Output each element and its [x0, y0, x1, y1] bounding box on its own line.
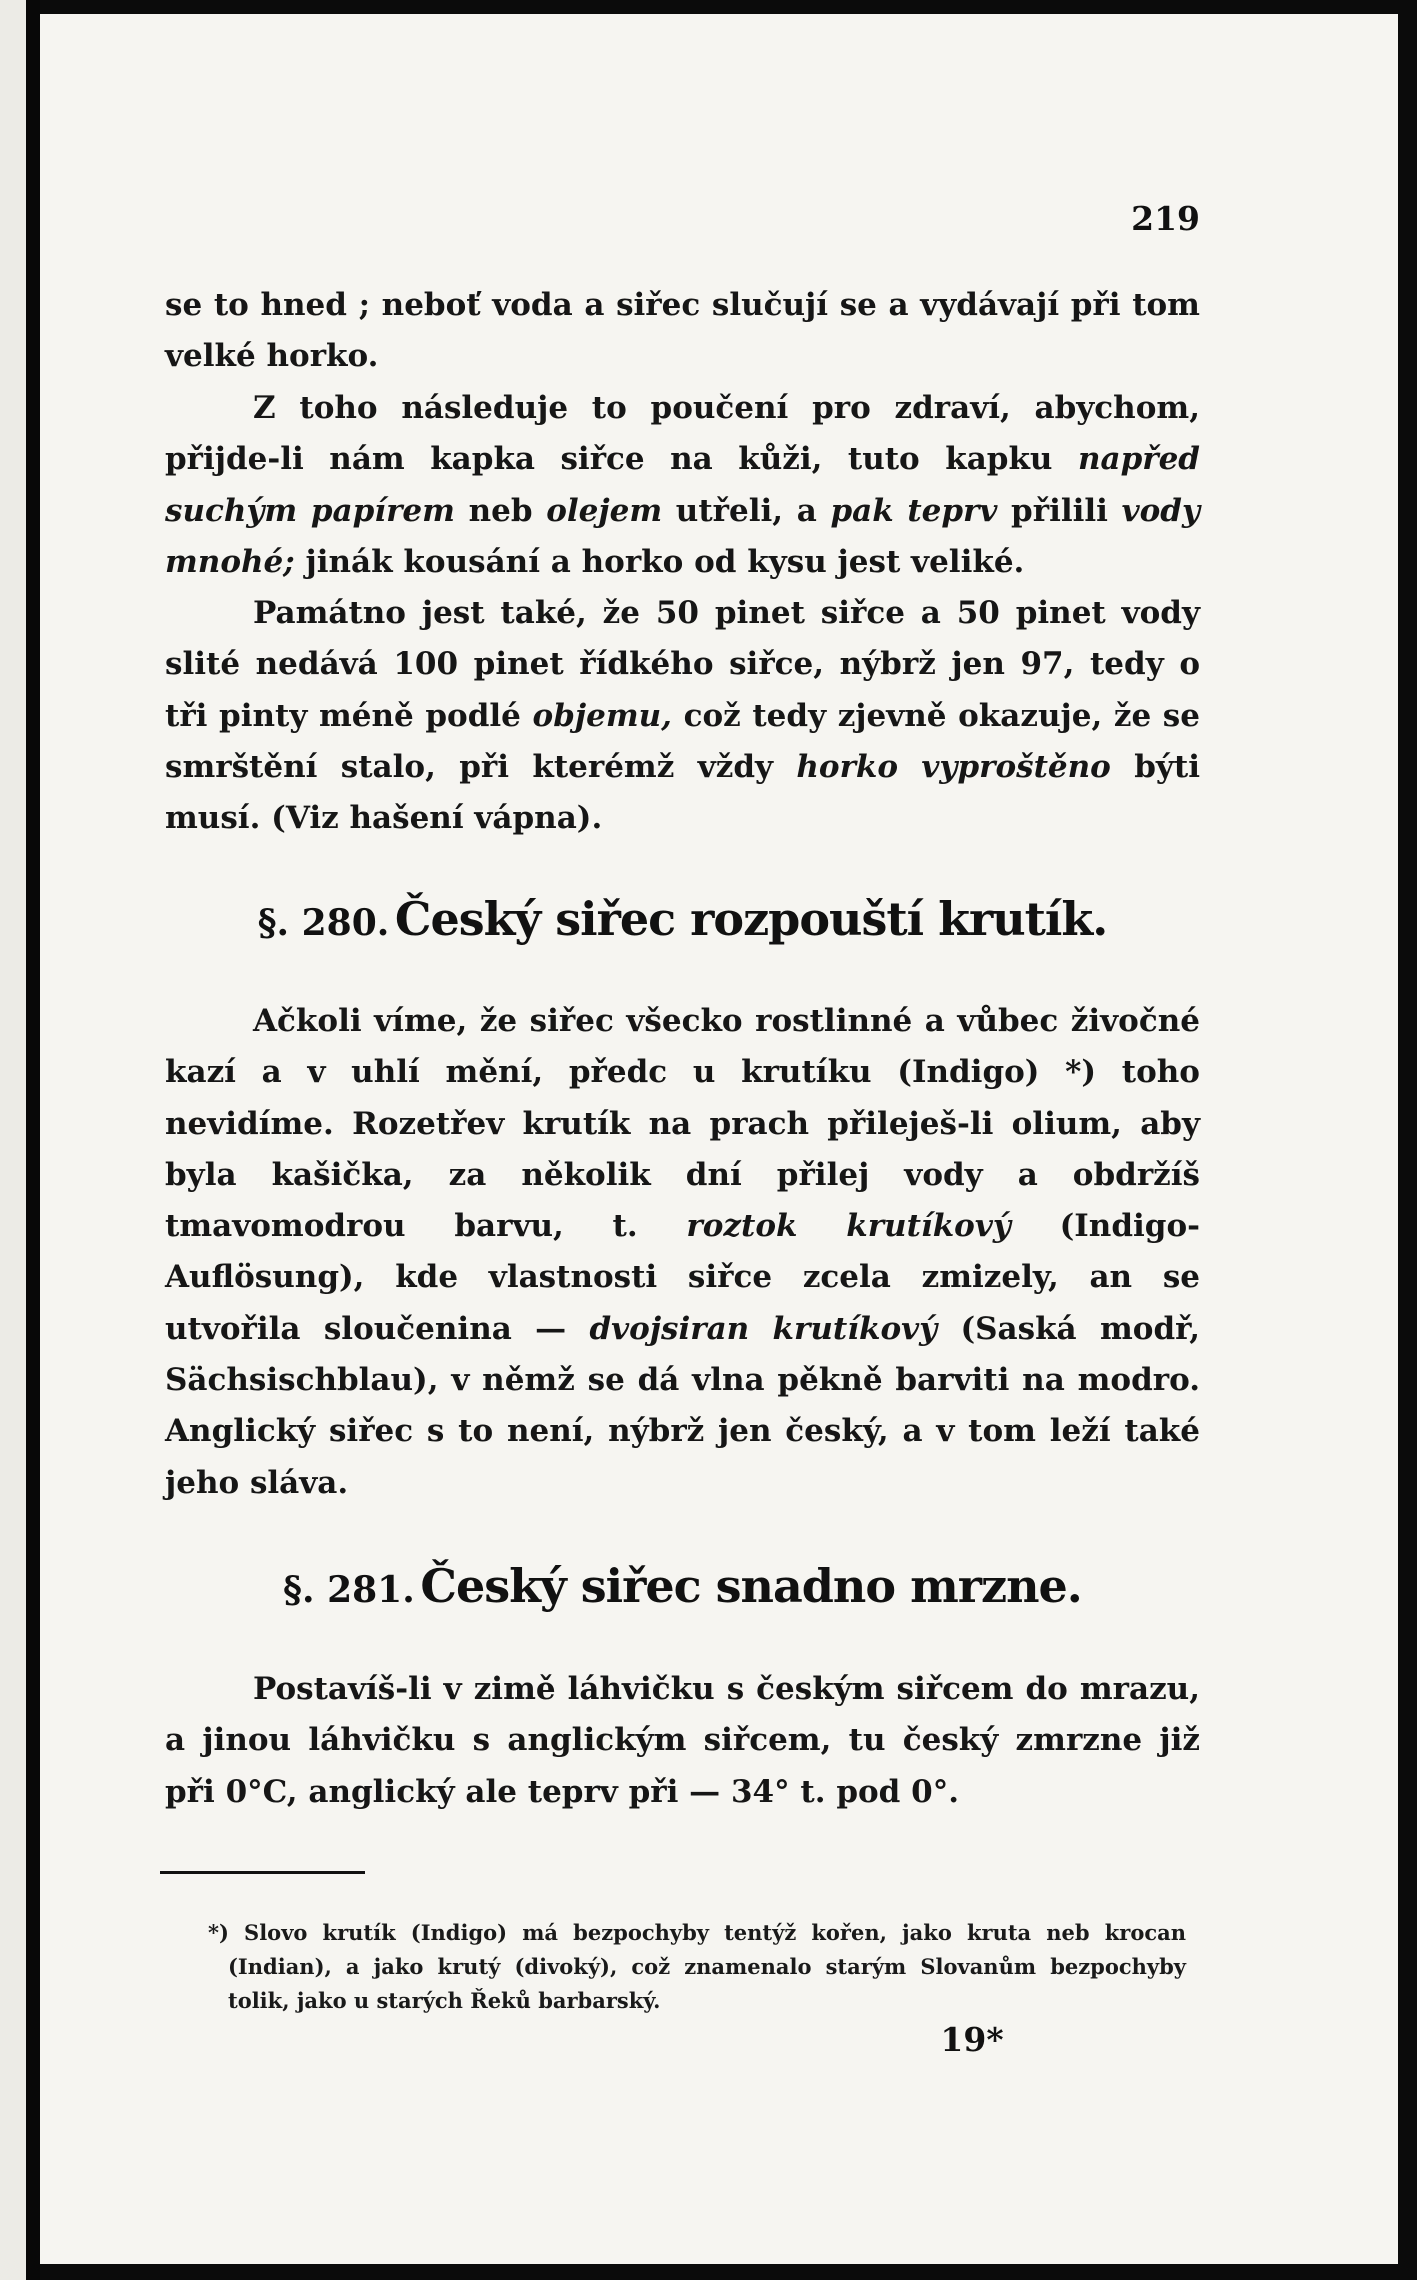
footnote-rule	[160, 1871, 365, 1874]
section-number: §. 280.	[257, 902, 390, 944]
section-heading-280	[165, 892, 1200, 946]
section-title: Český siřec rozpouští krutík.	[394, 892, 1108, 946]
paragraph-continuation	[165, 280, 1200, 383]
text-run: Památno jest také, že 50 pinet siřce a 50 pinet vody slité nedává 100 pinet řídkého siřce, nýbrž jen 97, tedy o tři pinty méně podlé	[165, 595, 1200, 734]
emphasis: dvojsiran krutíkový	[589, 1310, 938, 1347]
footnote: *) Slovo krutík (Indigo) má bezpochyby tentýž kořen, jako kruta neb krocan (Indian), a jako krutý (divoký), což znamenalo starým Slovanům bezpochyby tolik, jako u starých Řeků barbarský.	[208, 1920, 1186, 2013]
emphasis: roztok krutíkový	[686, 1208, 1011, 1245]
emphasis: horko vyproštěno	[796, 748, 1111, 785]
adjacent-page-edge	[0, 0, 26, 2280]
section-title: Český siřec snadno mrzne.	[420, 1559, 1082, 1613]
paragraph-freezing	[165, 1664, 1200, 1818]
page-number: 219	[1131, 199, 1200, 238]
paragraph-health-advice	[165, 383, 1200, 588]
text-run: přilili	[997, 492, 1122, 529]
text-run: Z toho následuje to poučení pro zdraví, abychom, přijde-li nám kapka siřce na kůži, tuto kapku	[165, 390, 1200, 478]
page-gutter	[26, 0, 40, 2280]
section-heading-281	[165, 1559, 1200, 1613]
book-page	[40, 14, 1398, 2264]
signature-mark: 19*	[940, 2020, 1004, 2059]
text-run: Postavíš-li v zimě láhvičku s českým siřcem do mrazu, a jinou láhvičku s anglickým siřcem, tu český zmrzne již při 0°C, anglický ale teprv při — 34° t. pod 0°.	[165, 1671, 1200, 1810]
emphasis: objemu,	[532, 697, 672, 734]
paragraph-indigo	[165, 996, 1200, 1509]
text-run: utřeli, a	[662, 492, 831, 529]
emphasis: pak teprv	[830, 492, 998, 529]
text-run: což tedy zjevně okazuje, že se smrštění stalo, při kterémž vždy	[165, 697, 1200, 785]
section-number: §. 281.	[283, 1569, 415, 1611]
emphasis: napřed suchým papírem	[165, 441, 1200, 529]
emphasis: vody mnohé;	[165, 492, 1200, 580]
text-run: jinák kousání a horko od kysu jest veliké.	[294, 543, 1025, 580]
paragraph-volume-contraction	[165, 588, 1200, 844]
text-run: (Indigo-Auflösung), kde vlastnosti siřce zcela zmizely, an se utvořila sloučenina —	[165, 1208, 1201, 1347]
text-run: Ačkoli víme, že siřec všecko rostlinné a vůbec živočné kazí a v uhlí mění, předc u krutíku (Indigo) *) toho nevidíme. Rozetřev krutík na prach přileješ-li olium, aby byla kašička, za několik dní přilej vody a obdržíš tmavomodrou barvu, t.	[165, 1003, 1200, 1245]
text-run: neb	[454, 492, 547, 529]
emphasis: olejem	[546, 492, 663, 529]
text-run: se to hned ; neboť voda a siřec slučují se a vydávají při tom velké horko.	[165, 287, 1200, 375]
text-run: (Saská modř, Sächsischblau), v němž se dá vlna pěkně barviti na modro. Anglický siřec s to není, nýbrž jen český, a v tom leží také jeho sláva.	[165, 1310, 1200, 1501]
text-run: býti musí. (Viz hašení vápna).	[165, 748, 1200, 837]
